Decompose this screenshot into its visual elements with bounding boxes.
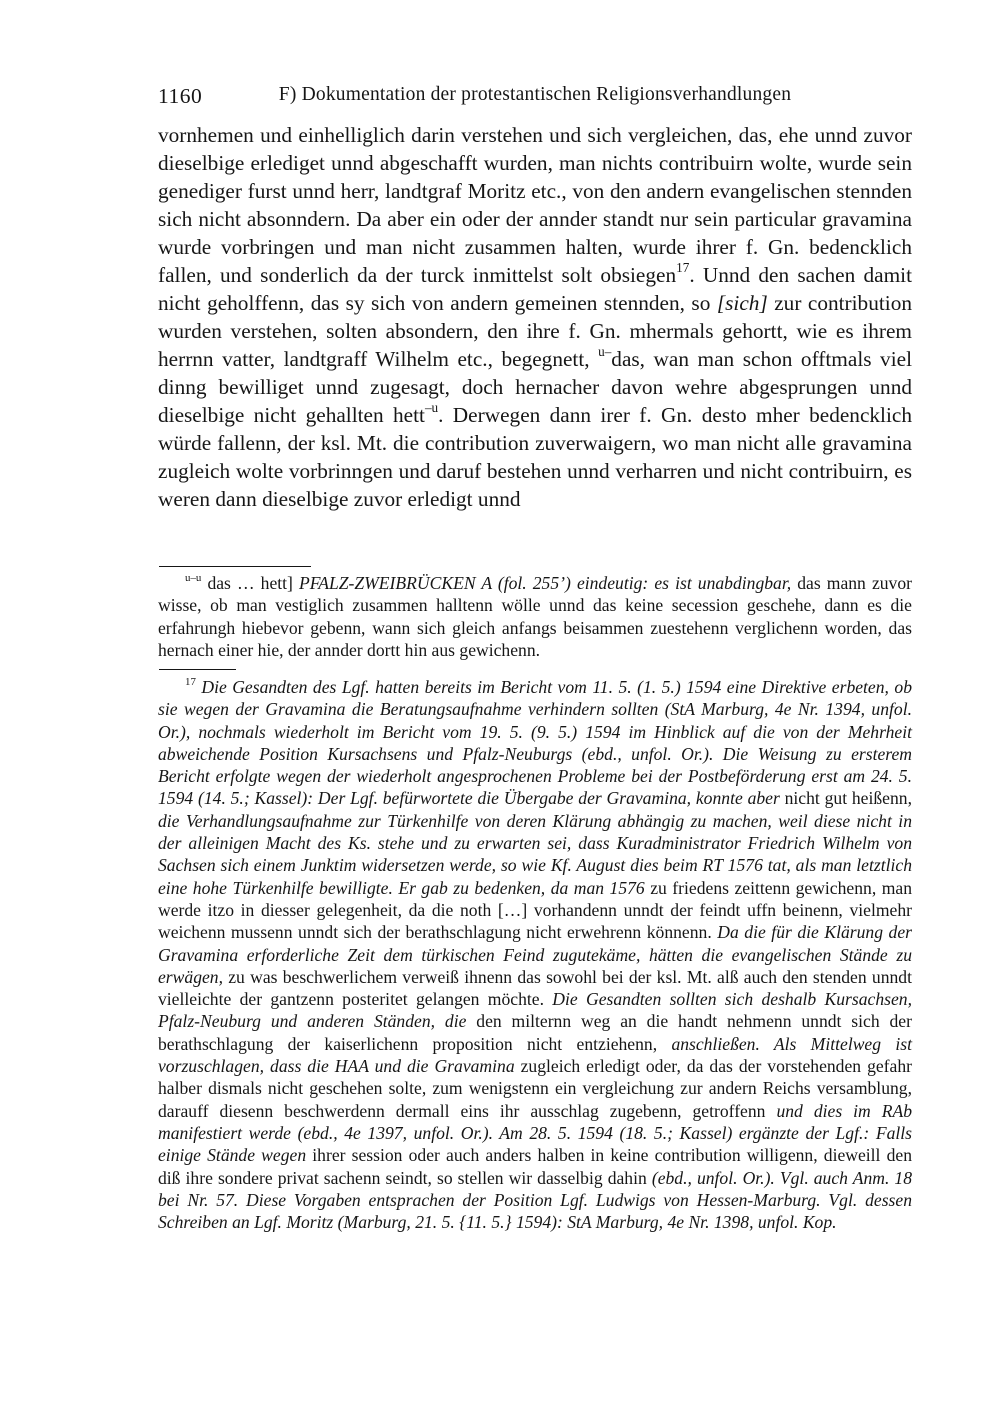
- footnote-apparatus-u: $^{u-u}$ das … hett] PFALZ-ZWEIBRÜCKEN A (fol. 255’) eindeutig: es ist unabdingbar, das mann zuvor wisse, ob man vestiglich zusammen halltenn wölle unnd das keine secession geschehe, dann es die erfahrungh hiebevor gebenn, wann sich gleich anfangs beisammen zuestehenn verglichenn worden, das hernach einer hie, der annder dortt hin aus gewichenn.: [158, 571, 912, 660]
- page-number: 1160: [158, 84, 203, 108]
- footnote-separator-rule-17: [159, 669, 236, 670]
- footnote-separator-rule-u: [159, 566, 311, 567]
- running-head: F) Dokumentation der protestantischen Religionsverhandlungen: [278, 84, 792, 105]
- page-header: [158, 84, 912, 110]
- footnote-17: $^{17}$ Die Gesandten des Lgf. hatten bereits im Bericht vom 11. 5. (1. 5.) 1594 eine Direktive erbeten, ob sie wegen der Gravamina die Beratungsaufnahme verhindern sollten (StA Marburg, 4e Nr. 1394, unfol. Or.), nochmals wiederholt im Bericht vom 19. 5. (9. 5.) 1594 im Hinblick auf die von der Mehrheit abweichende Position Kursachsens und Pfalz-Neuburgs (ebd., unfol. Or.). Die Weisung zu ersterem Bericht erfolgte wegen der wiederholt angesprochenen Probleme bei der Postbeförderung erst am 24. 5. 1594 (14. 5.; Kassel): Der Lgf. befürwortete die Übergabe der Gravamina, konnte aber nicht gut heißenn, die Verhandlungsaufnahme zur Türkenhilfe von deren Klärung abhängig zu machen, weil diese nicht in der alleinigen Macht des Ks. stehe und zu erwarten sei, dass Kuradministrator Friedrich Wilhelm von Sachsen sich einem Junktim widersetzen werde, so wie Kf. August dies beim RT 1576 tat, als man letztlich eine hohe Türkenhilfe bewilligte. Er gab zu bedenken, da man 1576 zu friedens zeittenn gewichenn, man werde itzo in diesser gelegenheit, da die noth […] vorhandenn unndt der feindt uffn beinenn, vielmehr weichenn mussenn unndt sich der berathschlagung nicht erwehrenn könnenn. Da die für die Klärung der Gravamina erforderliche Zeit dem türkischen Feind zugutekäme, hätten die evangelischen Stände zu erwägen, zu was beschwerlichem verweiß ihnenn das sowohl bei der ksl. Mt. alß auch den stenden unndt vielleichte der gantzenn posteritet gelangen möchte. Die Gesandten sollten sich deshalb Kursachsen, Pfalz-Neuburg und anderen Ständen, die den milternn weg an die handt nehmenn unndt sich der berathschlagung der kaiserlichenn proposition nicht entziehenn, anschließen. Als Mittelweg ist vorzuschlagen, dass die HAA und die Gravamina zugleich erledigt oder, da das der vorstehenden gefahr halber dismals nicht geschehen solte, zum wenigstenn ein vergleichung zur andern Reichs versamblung, darauff diesenn beschwerdenn dermall eins ihr ausschlag zugebenn, getroffenn und dies im RAb manifestiert werde (ebd., 4e 1397, unfol. Or.). Am 28. 5. 1594 (18. 5.; Kassel) ergänzte der Lgf.: Falls einige Stände wegen ihrer session oder auch anders halben in keine contribution willigenn, dieweill den diß ihre sondere privat sachenn seindt, so stellen wir dasselbig dahin (ebd., unfol. Or.). Vgl. auch Anm. 18 bei Nr. 57. Diese Vorgaben entsprachen der Position Lgf. Ludwigs von Hessen-Marburg. Vgl. dessen Schreiben an Lgf. Moritz (Marburg, 21. 5. {11. 5.} 1594): StA Marburg, 4e Nr. 1398, unfol. Kop.: [158, 675, 913, 1233]
- main-text-block: vornhemen und einhelliglich darin verstehen und sich vergleichen, das, ehe unnd zuvor dieselbige erlediget unnd abgeschafft wurden, man nichts contribuirn wolte, wurde sein genediger furst unnd herr, landtgraf Moritz etc., von den andern evangelischen stennden sich nicht absonndern. Da aber ein oder der annder standt nur sein particular gravamina wurde vorbringen und man nicht zusammen halten, wurde ihrer f. Gn. bedencklich fallen, und sonderlich da der turck inmittelst solt obsiegen$^{17}$. Unnd den sachen damit nicht geholffenn, das sy sich von andern gemeinen stennden, so [sich] zur contribution wurden verstehen, solten absondern, den ihre f. Gn. mhermals gehortt, wie es ihrem herrnn vatter, landtgraff Wilhelm etc., begegnett, $^{u-}$das, wan man schon offtmals viel dinng bewilliget unnd zugesagt, doch hernacher davon wehre abgesprungen unnd dieselbige nicht gehallten hett$^{-u}$. Derwegen dann irer f. Gn. desto mher bedencklich würde fallenn, der ksl. Mt. die contribution zuverwaigern, wo man nicht alle gravamina zugleich wolte vorbrinngen und daruf bestehen unnd verharren und nicht contribuirn, es weren dann dieselbige zuvor erledigt unnd: [158, 123, 912, 511]
